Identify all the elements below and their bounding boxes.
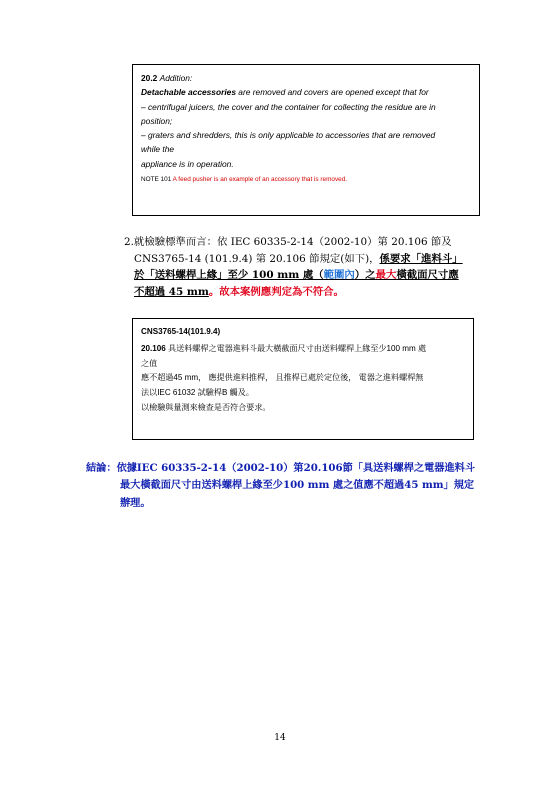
paragraph-line: 2.就檢驗標準而言：依 IEC 60335-2-14（2002-10）第 20.106 節及 (124, 236, 452, 248)
max-highlight: 最大 (375, 269, 397, 281)
conclusion-line (86, 460, 486, 477)
note-label: NOTE 101 (141, 176, 172, 184)
excerpt-bold-term: Detachable accessories (141, 87, 236, 98)
note-101 (141, 175, 471, 185)
excerpt-line (141, 342, 465, 357)
standard-excerpt-iec (132, 64, 480, 216)
excerpt-line: 以檢驗與量測來檢查是否符合要求。 (141, 402, 271, 412)
range-highlight: 範圍內 (323, 269, 355, 281)
excerpt-line: while the (141, 144, 175, 155)
cns-title: CNS3765-14(101.9.4) (141, 327, 221, 336)
paragraph-line (124, 284, 484, 301)
excerpt-line: 之值 (141, 358, 158, 368)
excerpt-line: appliance is in operation. (141, 158, 234, 169)
conclusion-text: 依據IEC 60335-2-14（2002-10）第20.106節「具送料螺桿之電器進料斗 (116, 462, 476, 474)
requirement-highlight: 係要求「進料斗」 (379, 252, 463, 265)
page-number: 14 (274, 733, 286, 743)
conclusion-line: 辦理。 (120, 496, 151, 509)
standard-excerpt-cns (132, 318, 474, 440)
paragraph-text: CNS3765-14 (101.9.4) 第 20.106 節規定(如下)， (134, 252, 380, 265)
excerpt-line-text: are removed and covers are opened except that for (235, 87, 429, 98)
clause-heading (141, 71, 471, 85)
conclusion-line: 最大橫截面尺寸由送料螺桿上緣至少100 mm 處之值應不超過45 mm」規定 (120, 479, 475, 492)
paragraph-line (124, 267, 484, 284)
requirement-text: 於「送料螺桿上緣」至少 100 mm 處（ (134, 269, 324, 281)
excerpt-line: position; (141, 115, 173, 126)
excerpt-line: – centrifugal juicers, the cover and the container for collecting the residue are in (141, 101, 436, 112)
conclusion (86, 460, 486, 512)
paragraph-line (124, 251, 484, 268)
excerpt-line-text: 具送料螺桿之電器進料斗最大橫截面尺寸由送料螺桿上緣至少100 mm 處 (165, 343, 427, 353)
clause-title: Addition: (159, 73, 193, 83)
requirement-text: ）之 (354, 269, 376, 281)
excerpt-line: – graters and shredders, this is only applicable to accessories that are removed (141, 130, 436, 141)
requirement-text: 橫截面尺寸應 (396, 269, 459, 281)
note-text: A feed pusher is an example of an accessory that is removed. (171, 176, 348, 184)
limit-text: 不超過 45 mm (134, 285, 209, 298)
conclusion-label: 結論： (86, 462, 117, 474)
excerpt-line: 應不超過45 mm， 應提供進料推桿， 且推桿已處於定位後， 電器之進料螺桿無 (141, 373, 424, 383)
paragraph-2 (124, 234, 484, 300)
clause-number: 20.106 (141, 343, 166, 353)
verdict-text: 。故本案例應判定為不符合。 (208, 285, 344, 298)
excerpt-line: 法以IEC 61032 試驗桿B 觸及。 (141, 388, 254, 398)
clause-number: 20.2 (141, 73, 158, 83)
excerpt-line (141, 85, 471, 99)
